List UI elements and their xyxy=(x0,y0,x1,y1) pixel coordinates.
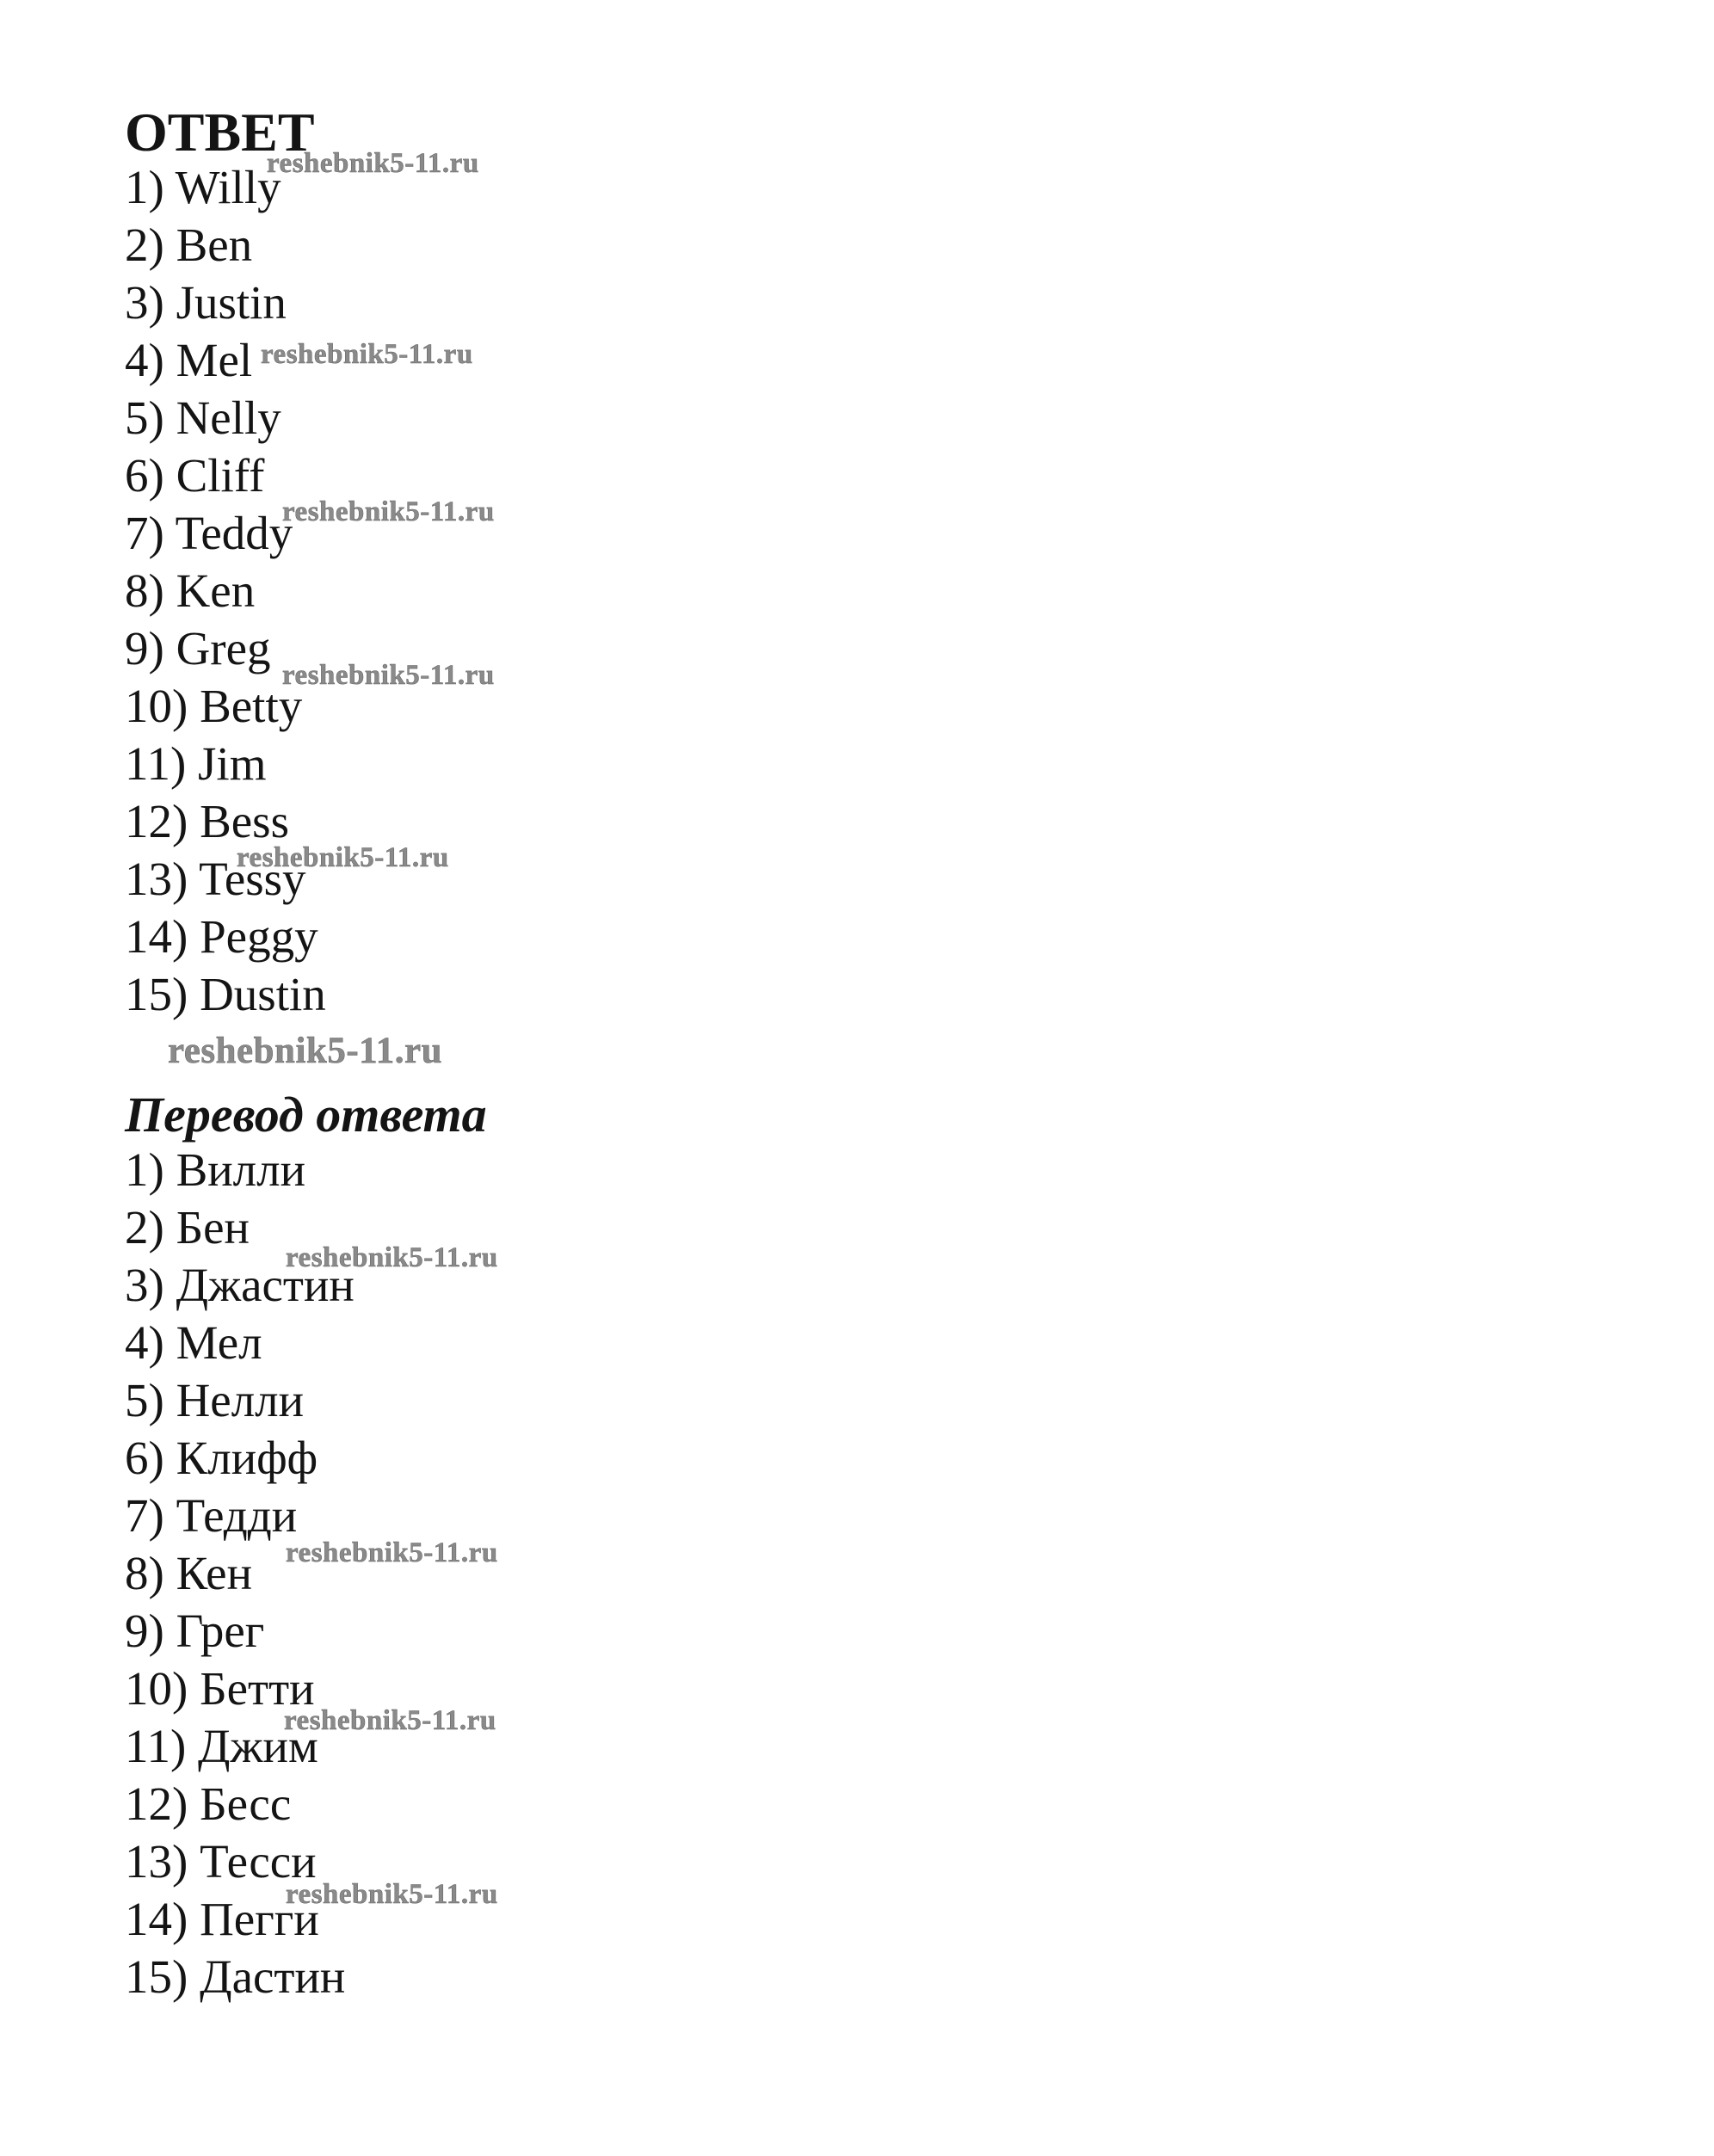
translation-item: 11) Джим xyxy=(125,1720,318,1772)
translation-item: 3) Джастин xyxy=(125,1259,355,1311)
watermark-text: reshebnik5-11.ru xyxy=(286,1537,498,1568)
translation-item: 13) Тесси xyxy=(125,1835,317,1888)
answer-item: 13) Tessy xyxy=(125,853,306,905)
watermark-text: reshebnik5-11.ru xyxy=(237,842,449,873)
answer-item: 1) Willy xyxy=(125,161,281,213)
answer-item: 6) Cliff xyxy=(125,449,265,502)
translation-item: 2) Бен xyxy=(125,1201,250,1254)
translation-item: 4) Мел xyxy=(125,1316,262,1369)
translation-item: 1) Вилли xyxy=(125,1143,306,1196)
watermark-text: reshebnik5-11.ru xyxy=(286,1242,498,1273)
answer-item: 3) Justin xyxy=(125,276,287,329)
answer-item: 9) Greg xyxy=(125,622,271,675)
translation-item: 8) Кен xyxy=(125,1547,253,1599)
translation-item: 12) Бесс xyxy=(125,1777,292,1830)
translation-item: 14) Пегги xyxy=(125,1893,319,1945)
watermark-text: reshebnik5-11.ru xyxy=(284,1705,496,1736)
translation-list xyxy=(125,1141,355,2005)
translation-item: 10) Бетти xyxy=(125,1662,315,1715)
watermark-text: reshebnik5-11.ru xyxy=(282,496,495,527)
answer-item: 5) Nelly xyxy=(125,391,281,444)
answer-item: 15) Dustin xyxy=(125,968,326,1020)
answer-list xyxy=(125,158,326,1023)
answer-item: 14) Peggy xyxy=(125,910,318,963)
answer-item: 10) Betty xyxy=(125,680,303,732)
answer-item: 11) Jim xyxy=(125,737,267,790)
translation-item: 9) Грег xyxy=(125,1605,265,1657)
watermark-text: reshebnik5-11.ru xyxy=(282,660,495,691)
watermark-text: reshebnik5-11.ru xyxy=(168,1031,443,1071)
watermark-text: reshebnik5-11.ru xyxy=(286,1879,498,1910)
watermark-text: reshebnik5-11.ru xyxy=(261,339,473,370)
answer-item: 12) Bess xyxy=(125,795,289,847)
translation-item: 7) Тедди xyxy=(125,1489,298,1542)
translation-item: 15) Дастин xyxy=(125,1950,346,2003)
translation-item: 6) Клифф xyxy=(125,1432,318,1484)
answer-item: 7) Teddy xyxy=(125,507,293,559)
answer-item: 4) Mel xyxy=(125,334,253,386)
translation-heading: Перевод ответа xyxy=(125,1087,487,1143)
watermark-text: reshebnik5-11.ru xyxy=(267,148,479,179)
translation-item: 5) Нелли xyxy=(125,1374,305,1426)
answer-heading: ОТВЕТ xyxy=(125,102,315,163)
answer-item: 2) Ben xyxy=(125,219,253,271)
answer-item: 8) Ken xyxy=(125,564,256,617)
